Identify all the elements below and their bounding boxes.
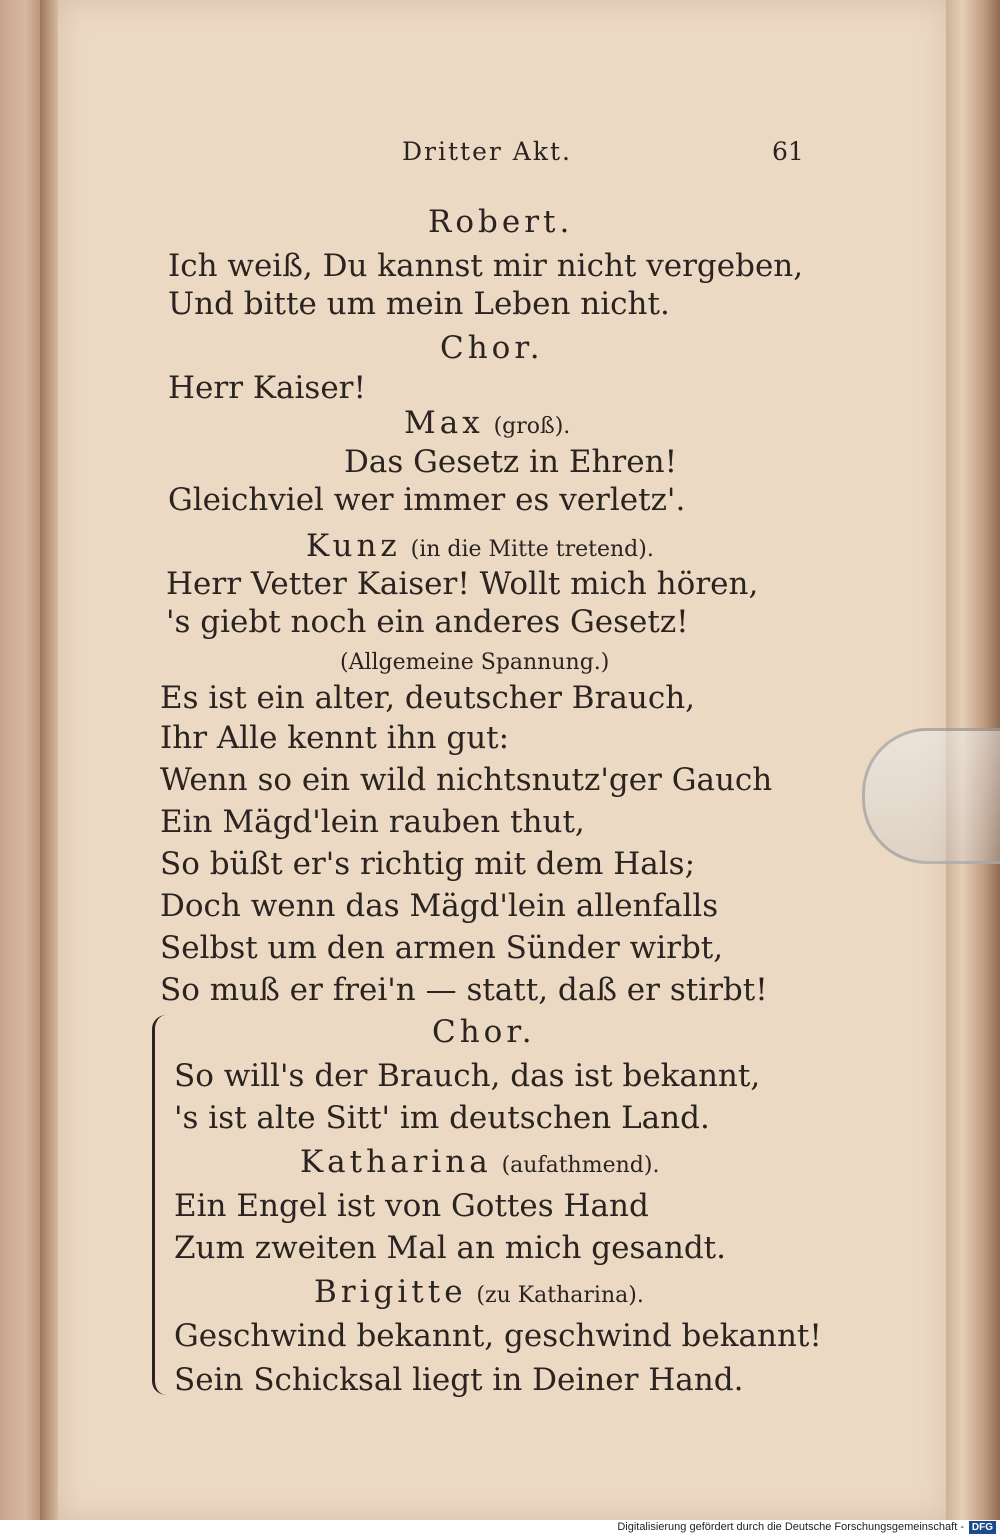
running-header: Dritter Akt. <box>402 137 572 166</box>
verse-line-18: Ein Engel ist von Gottes Hand <box>174 1188 649 1224</box>
verse-line-6: Herr Vetter Kaiser! Wollt mich hören, <box>166 566 759 602</box>
verse-line-12: So büßt er's richtig mit dem Hals; <box>160 846 696 882</box>
stage-direction-max: (groß). <box>493 414 571 439</box>
speaker-katharina-line <box>300 1144 659 1184</box>
stage-direction-kunz: (in die Mitte tretend). <box>410 537 654 562</box>
page-number: 61 <box>772 137 804 166</box>
verse-line-15: So muß er frei'n — statt, daß er stirbt! <box>160 972 768 1008</box>
speaker-katharina: Katharina <box>300 1144 492 1180</box>
speaker-max: Max <box>404 405 484 441</box>
verse-line-21: Sein Schicksal liegt in Deiner Hand. <box>174 1362 744 1398</box>
verse-line-16: So will's der Brauch, das ist bekannt, <box>174 1058 761 1094</box>
ensemble-brace <box>152 1015 171 1395</box>
verse-line-11: Ein Mägd'lein rauben thut, <box>160 804 585 840</box>
verse-line-8: Es ist ein alter, deutscher Brauch, <box>160 680 696 716</box>
speaker-kunz-line <box>306 528 654 568</box>
speaker-kunz: Kunz <box>306 528 401 564</box>
verse-line-13: Doch wenn das Mägd'lein allenfalls <box>160 888 719 924</box>
verse-line-17: 's ist alte Sitt' im deutschen Land. <box>174 1100 710 1136</box>
verse-line-2: Und bitte um mein Leben nicht. <box>168 286 670 322</box>
speaker-max-line <box>404 405 570 445</box>
verse-line-14: Selbst um den armen Sünder wirbt, <box>160 930 724 966</box>
dfg-logo: DFG <box>969 1521 996 1534</box>
speaker-chor-2: Chor. <box>432 1014 536 1050</box>
verse-line-3: Herr Kaiser! <box>168 370 366 406</box>
verse-line-7: 's giebt noch ein anderes Gesetz! <box>166 604 689 640</box>
verse-line-1: Ich weiß, Du kannst mir nicht vergeben, <box>168 248 804 284</box>
verse-line-19: Zum zweiten Mal an mich gesandt. <box>174 1230 726 1266</box>
verse-line-20: Geschwind bekannt, geschwind bekannt! <box>174 1318 822 1354</box>
stage-direction-brigitte: (zu Katharina). <box>476 1283 644 1308</box>
digitization-credit: Digitalisierung gefördert durch die Deutsche Forschungsgemeinschaft - <box>617 1521 964 1533</box>
verse-line-9: Ihr Alle kennt ihn gut: <box>160 720 510 756</box>
stage-direction-spannung: (Allgemeine Spannung.) <box>340 650 610 675</box>
speaker-chor-1: Chor. <box>440 330 544 366</box>
speaker-brigitte: Brigitte <box>314 1274 467 1310</box>
glass-clip <box>862 728 1000 864</box>
speaker-brigitte-line <box>314 1274 644 1314</box>
verse-line-5: Gleichviel wer immer es verletz'. <box>168 482 686 518</box>
stage-direction-katharina: (aufathmend). <box>501 1153 660 1178</box>
verse-line-10: Wenn so ein wild nichtsnutz'ger Gauch <box>160 762 773 798</box>
verse-line-4: Das Gesetz in Ehren! <box>344 444 678 480</box>
speaker-robert: Robert. <box>428 204 574 240</box>
